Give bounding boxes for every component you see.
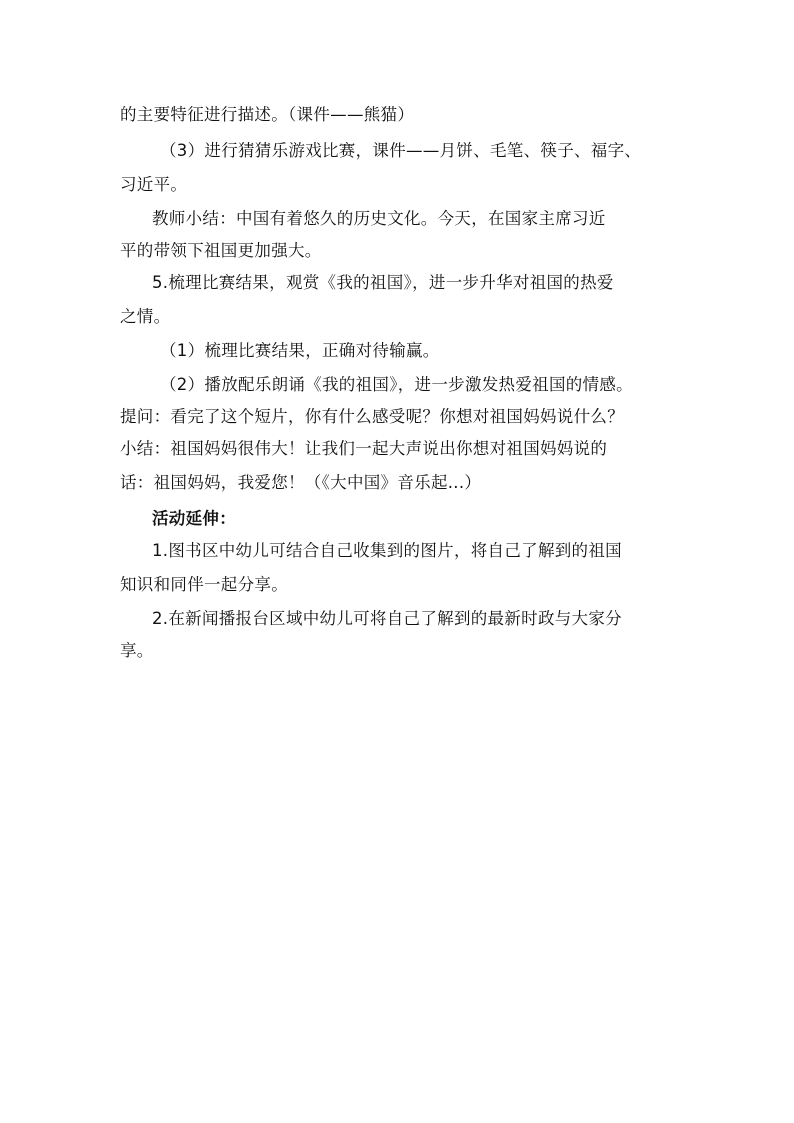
paragraph-line: 习近平。	[120, 175, 188, 194]
paragraph-line: 1.图书区中幼儿可结合自己收集到的图片，将自己了解到的祖国	[152, 541, 622, 560]
paragraph-line: 教师小结：中国有着悠久的历史文化。今天，在国家主席习近	[152, 209, 606, 228]
paragraph-line: 知识和同伴一起分享。	[120, 575, 288, 594]
section-heading: 活动延伸：	[152, 509, 236, 528]
paragraph-line: 小结：祖国妈妈很伟大！让我们一起大声说出你想对祖国妈妈说的	[120, 439, 608, 458]
paragraph-line: 话：祖国妈妈，我爱您！（《大中国》音乐起...）	[120, 473, 482, 492]
paragraph-line: 提问：看完了这个短片，你有什么感受呢？你想对祖国妈妈说什么？	[120, 407, 624, 426]
paragraph-line: 之情。	[120, 307, 171, 326]
paragraph-line: 的主要特征进行描述。（课件——熊猫）	[120, 105, 415, 124]
paragraph-line: 2.在新闻播报台区域中幼儿可将自己了解到的最新时政与大家分	[152, 609, 622, 628]
paragraph-line: （1）梳理比赛结果，正确对待输赢。	[160, 341, 440, 360]
paragraph-line: 平的带领下祖国更加强大。	[120, 241, 322, 260]
paragraph-line: 5.梳理比赛结果，观赏《我的祖国》，进一步升华对祖国的热爱	[152, 273, 614, 292]
paragraph-line: （2）播放配乐朗诵《我的祖国》，进一步激发热爱祖国的情感。	[160, 375, 633, 394]
paragraph-line: 享。	[120, 641, 154, 660]
paragraph-line: （3）进行猜猜乐游戏比赛，课件——月饼、毛笔、筷子、福字、	[160, 141, 642, 160]
